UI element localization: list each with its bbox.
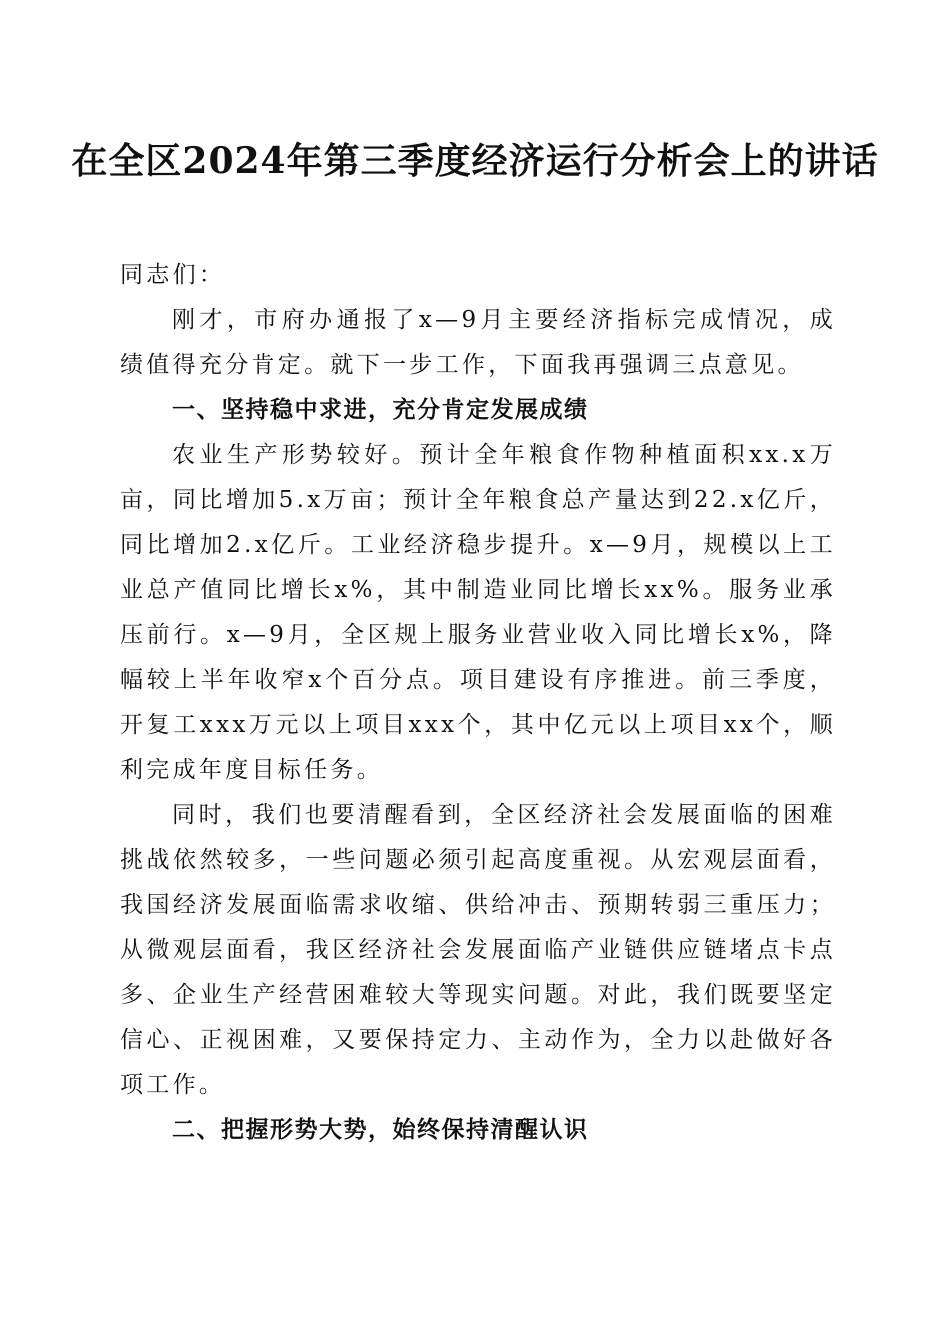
greeting: 同志们： bbox=[120, 262, 226, 288]
section-heading-2: 二、把握形势大势，始终保持清醒认识 bbox=[172, 1117, 589, 1143]
section1-paragraph-2: 同时，我们也要清醒看到，全区经济社会发展面临的困难挑战依然较多，一些问题必须引起高度重视。从宏观层面看，我国经济发展面临需求收缩、供给冲击、预期转弱三重压力；从微观层面看，我区经济社会发展面临产业链供应链堵点卡点多、企业生产经营困难较大等现实问题。对此，我们既要坚定信心、正视困难，又要保持定力、主动作为，全力以赴做好各项工作。 bbox=[120, 802, 836, 1098]
section-heading-1: 一、坚持稳中求进，充分肯定发展成绩 bbox=[172, 397, 589, 423]
section1-paragraph-1: 农业生产形势较好。预计全年粮食作物种植面积xx.x万亩，同比增加5.x万亩；预计全年粮食总产量达到22.x亿斤，同比增加2.x亿斤。工业经济稳步提升。x—9月，规模以上工业总产值同比增长x%，其中制造业同比增长xx%。服务业承压前行。x—9月，全区规上服务业营业收入同比增长x%，降幅较上半年收窄x个百分点。项目建设有序推进。前三季度，开复工xxx万元以上项目xxx个，其中亿元以上项目xx个，顺利完成年度目标任务。 bbox=[120, 442, 836, 783]
document-title: 在全区2024年第三季度经济运行分析会上的讲话 bbox=[71, 140, 879, 182]
document-body bbox=[120, 253, 836, 1153]
intro-paragraph: 刚才，市府办通报了x—9月主要经济指标完成情况，成绩值得充分肯定。就下一步工作，下面我再强调三点意见。 bbox=[120, 307, 836, 378]
